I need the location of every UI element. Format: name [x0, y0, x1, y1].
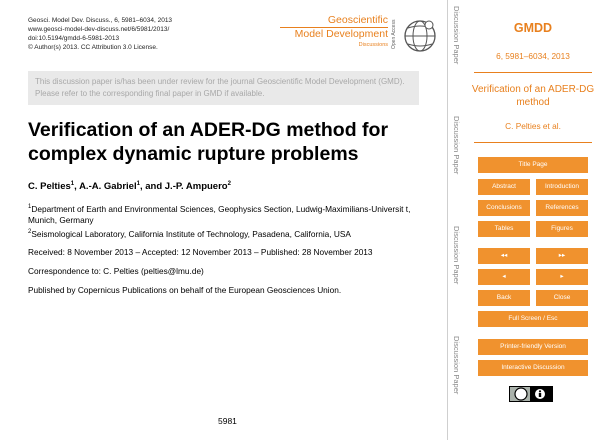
- tables-button[interactable]: Tables: [478, 221, 530, 237]
- figures-button[interactable]: Figures: [536, 221, 588, 237]
- author-affiliation-mark: 1: [70, 181, 75, 187]
- journal-subtitle: Discussions: [358, 42, 388, 48]
- fullscreen-button[interactable]: Full Screen / Esc: [478, 311, 588, 327]
- journal-name-line1: Geoscientific: [327, 14, 388, 26]
- next-page-button[interactable]: ▸: [536, 269, 588, 285]
- side-tab: [447, 330, 466, 440]
- abstract-button[interactable]: Abstract: [478, 179, 530, 195]
- open-access-label: Open Access: [391, 19, 397, 49]
- title-page-button[interactable]: Title Page: [478, 157, 588, 173]
- interactive-discussion-button[interactable]: Interactive Discussion: [478, 360, 588, 376]
- affiliations: [28, 202, 438, 240]
- panel-divider: [474, 72, 592, 73]
- panel-divider: [474, 142, 592, 143]
- panel-paper-title: Verification of an ADER-DG method: [471, 84, 595, 108]
- discussion-paper-side-tabs: [447, 0, 465, 442]
- creative-commons-icon: [510, 387, 552, 401]
- panel-volume: 6, 5981–6034, 2013: [496, 51, 570, 61]
- correspondence: Correspondence to: C. Pelties (pelties@lmu.de): [28, 266, 204, 276]
- first-page-button[interactable]: ◂◂: [478, 248, 530, 264]
- side-tab-label: Discussion Paper: [452, 116, 461, 175]
- side-tab: [447, 110, 466, 220]
- doi: doi:10.5194/gmdd-6-5981-2013: [28, 35, 120, 42]
- author-name: A.-A. Gabriel: [79, 181, 137, 193]
- journal-name-line2: Model Development: [280, 27, 388, 41]
- paper-title: Verification of an ADER-DG method for complex dynamic rupture problems: [28, 119, 389, 165]
- last-page-button[interactable]: ▸▸: [536, 248, 588, 264]
- author-list: C. Pelties$^1$, A.-A. Gabriel$^1$, and J.-P. Ampuero$^2$: [28, 181, 231, 193]
- references-button[interactable]: References: [536, 200, 588, 216]
- panel-journal: GMDD: [513, 21, 553, 35]
- citation-block: [28, 16, 172, 52]
- author-affiliation-mark: 2: [227, 181, 231, 187]
- affiliation-text: Seismological Laboratory, California Institute of Technology, Pasadena, California, USA: [31, 228, 351, 239]
- back-button[interactable]: Back: [478, 290, 530, 306]
- page-number: 5981: [218, 416, 237, 426]
- author-affiliation-mark: 1: [136, 181, 140, 187]
- affiliation-text: Department of Earth and Environmental Sciences, Geophysics Section, Ludwig-Maximilians-Universit t, Munich, Germany: [28, 203, 411, 226]
- printer-friendly-button[interactable]: Printer-friendly Version: [478, 339, 588, 355]
- citation: Geosci. Model Dev. Discuss., 6, 5981–6034, 2013: [28, 17, 173, 24]
- conclusions-button[interactable]: Conclusions: [478, 200, 530, 216]
- author-name: C. Pelties: [28, 181, 71, 193]
- review-notice: This discussion paper is/has been under review for the journal Geoscientific Model Development (GMD). Please refer to the corresponding final paper in GMD if available.: [28, 71, 419, 105]
- license-text: © Author(s) 2013. CC Attribution 3.0 License.: [28, 44, 158, 51]
- side-tab-label: Discussion Paper: [452, 336, 461, 395]
- affiliation-number: 2: [28, 228, 32, 235]
- author-name: J.-P. Ampuero: [164, 181, 228, 193]
- panel-author: C. Pelties et al.: [505, 121, 561, 131]
- introduction-button[interactable]: Introduction: [536, 179, 588, 195]
- globe-logo-icon: [400, 12, 440, 56]
- side-tab-label: Discussion Paper: [452, 6, 461, 65]
- publisher-statement: Published by Copernicus Publications on behalf of the European Geosciences Union.: [28, 285, 342, 295]
- journal-url[interactable]: www.geosci-model-dev-discuss.net/6/5981/2013/: [28, 26, 170, 33]
- previous-page-button[interactable]: ◂: [478, 269, 530, 285]
- side-tab-label: Discussion Paper: [452, 226, 461, 285]
- side-tab: [447, 220, 466, 330]
- paper-dates: Received: 8 November 2013 – Accepted: 12 November 2013 – Published: 28 November 2013: [28, 247, 373, 257]
- affiliation-item: [28, 227, 438, 240]
- journal-logo-text: [280, 14, 388, 49]
- cc-license-badge[interactable]: [509, 386, 553, 402]
- side-tab: [447, 0, 466, 110]
- affiliation-number: 1: [28, 204, 32, 210]
- affiliation-item: [28, 202, 438, 227]
- close-button[interactable]: Close: [536, 290, 588, 306]
